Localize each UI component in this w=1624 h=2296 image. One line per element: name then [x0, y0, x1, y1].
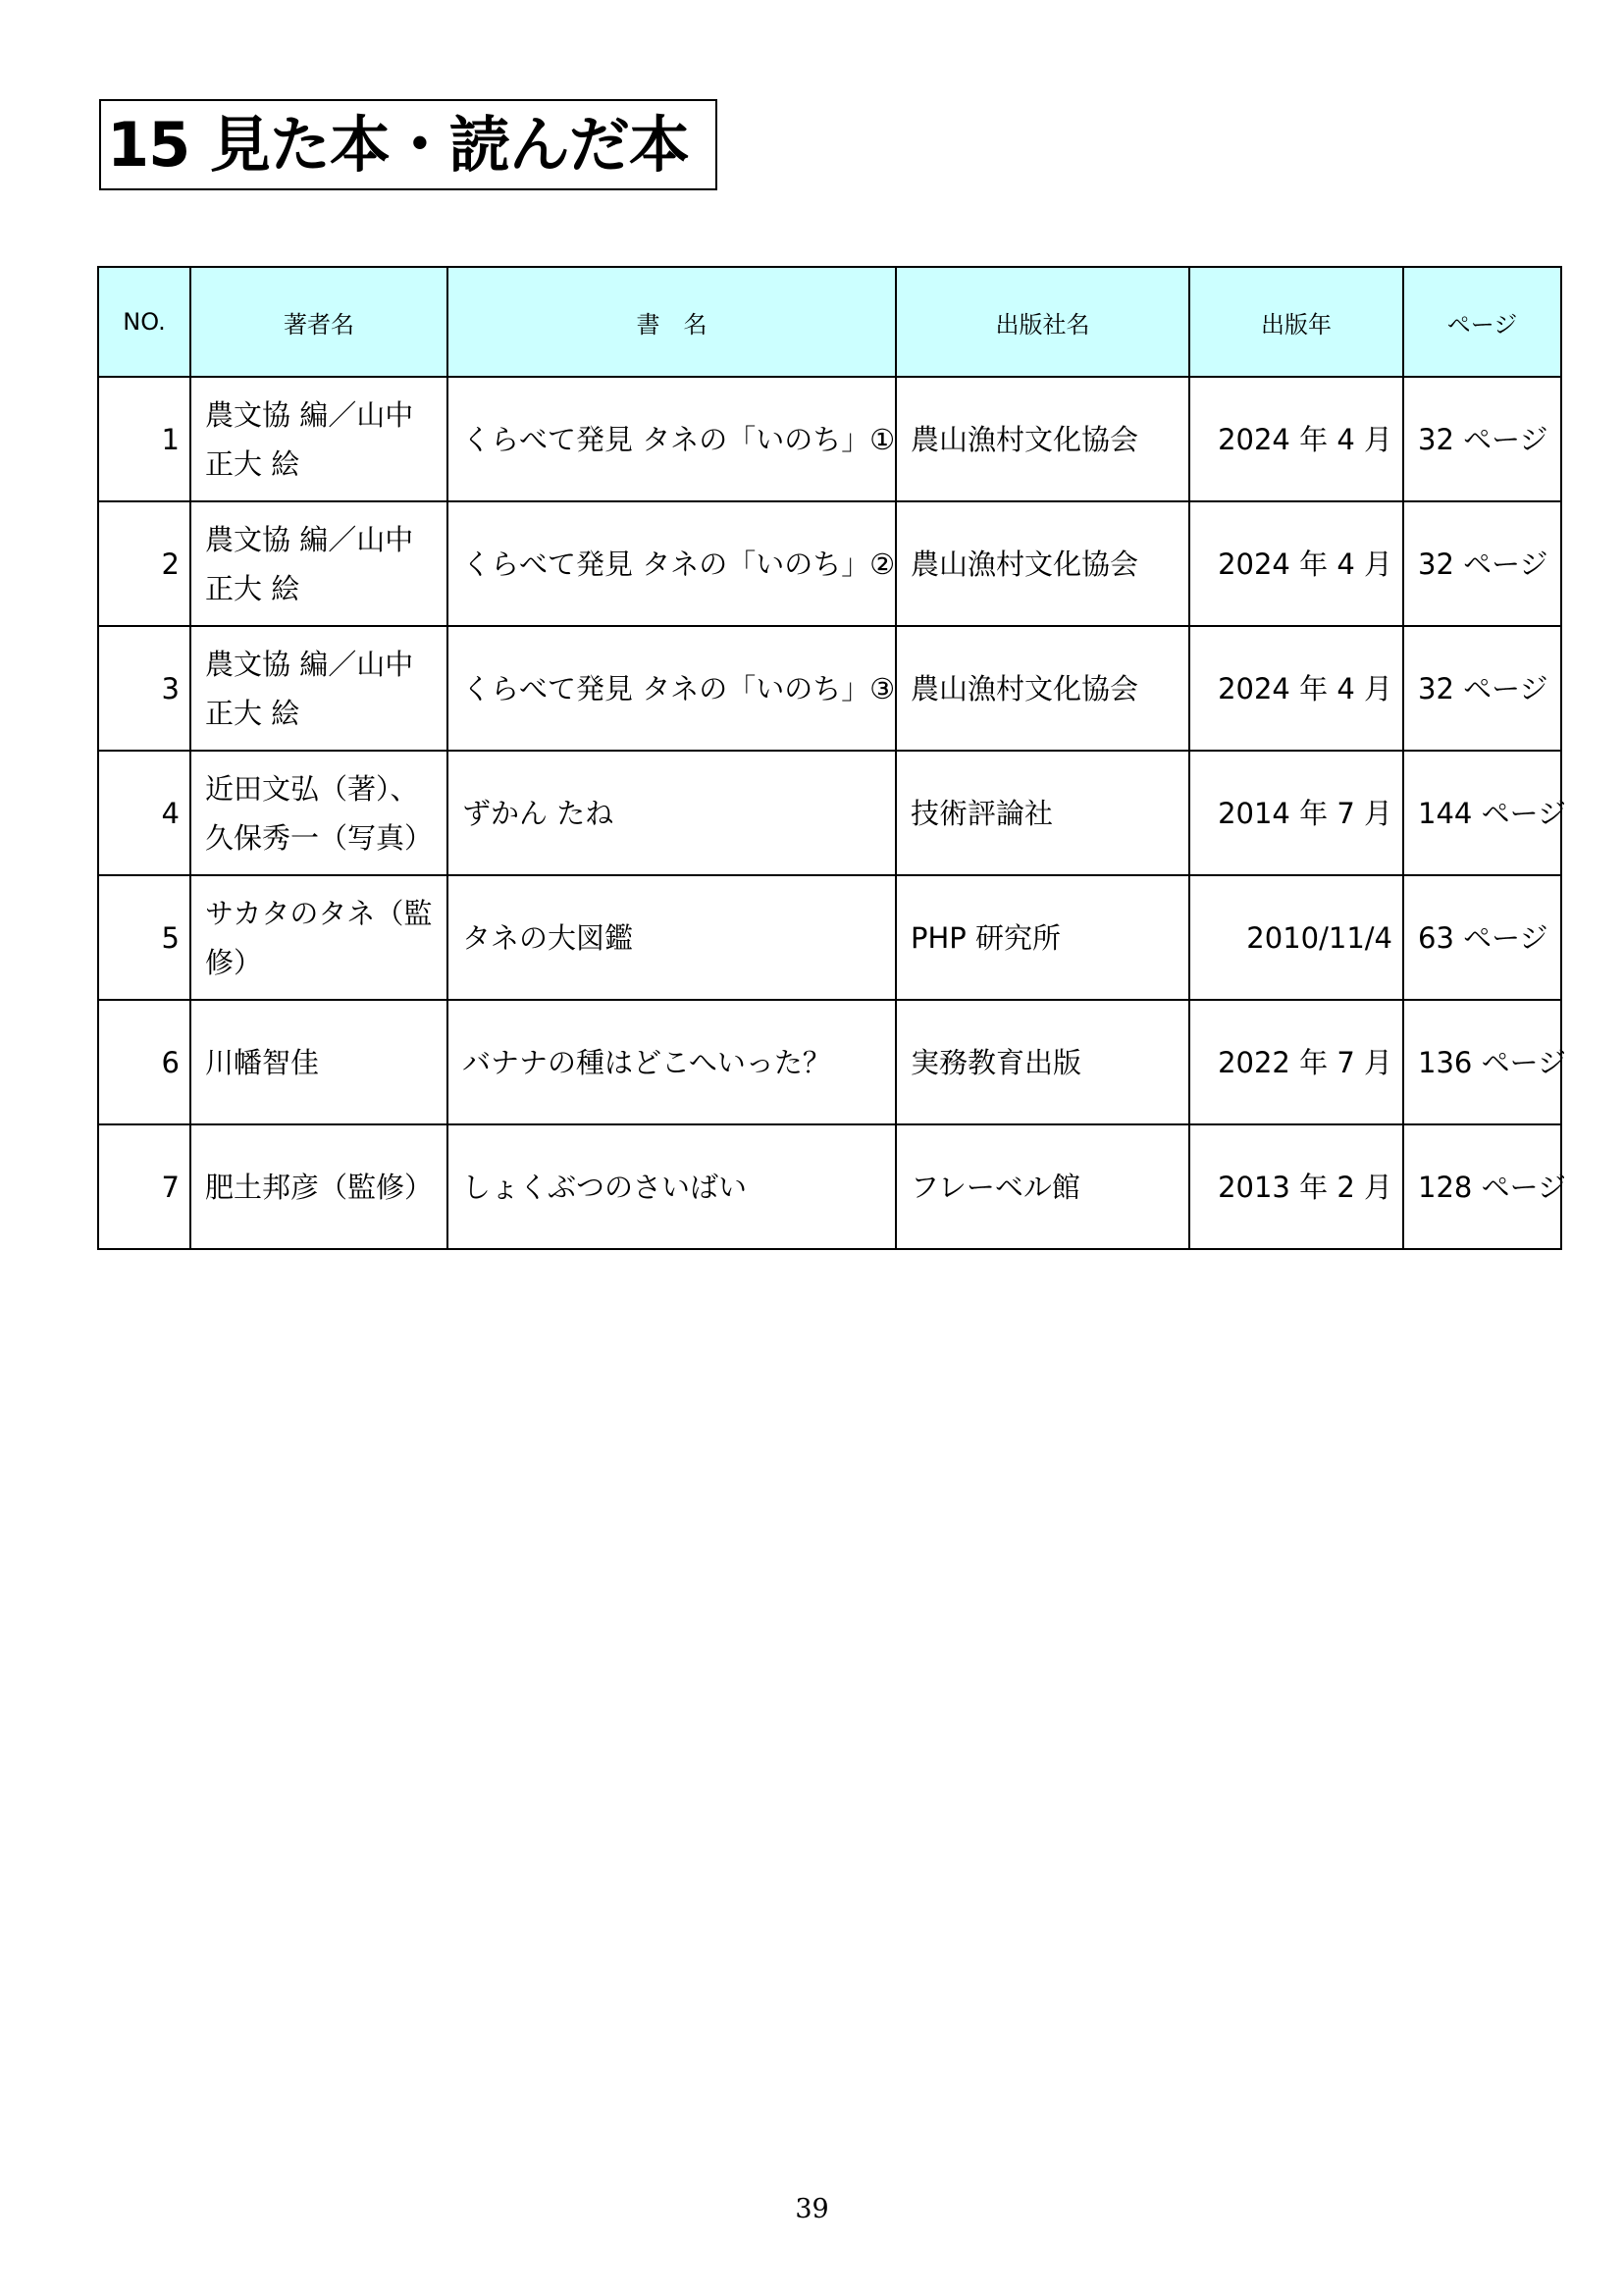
cell-pages: 32 ページ — [1403, 626, 1561, 751]
cell-title: バナナの種はどこへいった？ — [447, 1000, 896, 1124]
table-row — [98, 377, 1561, 501]
cell-no: 5 — [98, 875, 190, 1000]
page-title: 15 見た本・読んだ本 — [99, 99, 717, 190]
table-row — [98, 626, 1561, 751]
table-row — [98, 501, 1561, 626]
cell-author: 農文協 編／山中正大 絵 — [190, 501, 447, 626]
cell-author: 近田文弘（著）、久保秀一（写真） — [190, 751, 447, 875]
cell-no: 7 — [98, 1124, 190, 1249]
page-number: 39 — [795, 2194, 829, 2224]
cell-year: 2022 年 7 月 — [1189, 1000, 1403, 1124]
cell-year: 2024 年 4 月 — [1189, 626, 1403, 751]
cell-no: 4 — [98, 751, 190, 875]
cell-publisher: 農山漁村文化協会 — [896, 626, 1189, 751]
cell-no: 3 — [98, 626, 190, 751]
cell-year: 2013 年 2 月 — [1189, 1124, 1403, 1249]
cell-author: サカタのタネ（監修） — [190, 875, 447, 1000]
cell-pages: 63 ページ — [1403, 875, 1561, 1000]
cell-pages: 32 ページ — [1403, 377, 1561, 501]
cell-pages: 136 ページ — [1403, 1000, 1561, 1124]
header-publisher: 出版社名 — [896, 267, 1189, 377]
cell-publisher: フレーベル館 — [896, 1124, 1189, 1249]
cell-year: 2014 年 7 月 — [1189, 751, 1403, 875]
cell-author: 農文協 編／山中正大 絵 — [190, 626, 447, 751]
cell-pages: 144 ページ — [1403, 751, 1561, 875]
cell-title: ずかん たね — [447, 751, 896, 875]
cell-title: くらべて発見 タネの「いのち」① — [447, 377, 896, 501]
cell-publisher: 農山漁村文化協会 — [896, 501, 1189, 626]
cell-no: 6 — [98, 1000, 190, 1124]
table-header-row — [98, 267, 1561, 377]
cell-publisher: 農山漁村文化協会 — [896, 377, 1189, 501]
header-pages: ページ — [1403, 267, 1561, 377]
cell-author: 川幡智佳 — [190, 1000, 447, 1124]
cell-no: 2 — [98, 501, 190, 626]
header-year: 出版年 — [1189, 267, 1403, 377]
cell-year: 2010/11/4 — [1189, 875, 1403, 1000]
cell-year: 2024 年 4 月 — [1189, 377, 1403, 501]
cell-author: 農文協 編／山中正大 絵 — [190, 377, 447, 501]
cell-title: くらべて発見 タネの「いのち」② — [447, 501, 896, 626]
cell-pages: 32 ページ — [1403, 501, 1561, 626]
table-row — [98, 875, 1561, 1000]
table-row — [98, 1000, 1561, 1124]
table-row — [98, 1124, 1561, 1249]
cell-year: 2024 年 4 月 — [1189, 501, 1403, 626]
cell-title: くらべて発見 タネの「いのち」③ — [447, 626, 896, 751]
table-row — [98, 751, 1561, 875]
cell-publisher: 技術評論社 — [896, 751, 1189, 875]
cell-publisher: 実務教育出版 — [896, 1000, 1189, 1124]
cell-title: しょくぶつのさいばい — [447, 1124, 896, 1249]
header-author: 著者名 — [190, 267, 447, 377]
cell-publisher: PHP 研究所 — [896, 875, 1189, 1000]
cell-title: タネの大図鑑 — [447, 875, 896, 1000]
cell-pages: 128 ページ — [1403, 1124, 1561, 1249]
header-title: 書 名 — [447, 267, 896, 377]
cell-no: 1 — [98, 377, 190, 501]
cell-author: 肥土邦彦（監修） — [190, 1124, 447, 1249]
books-table — [97, 266, 1566, 1250]
header-no: NO. — [98, 267, 190, 377]
